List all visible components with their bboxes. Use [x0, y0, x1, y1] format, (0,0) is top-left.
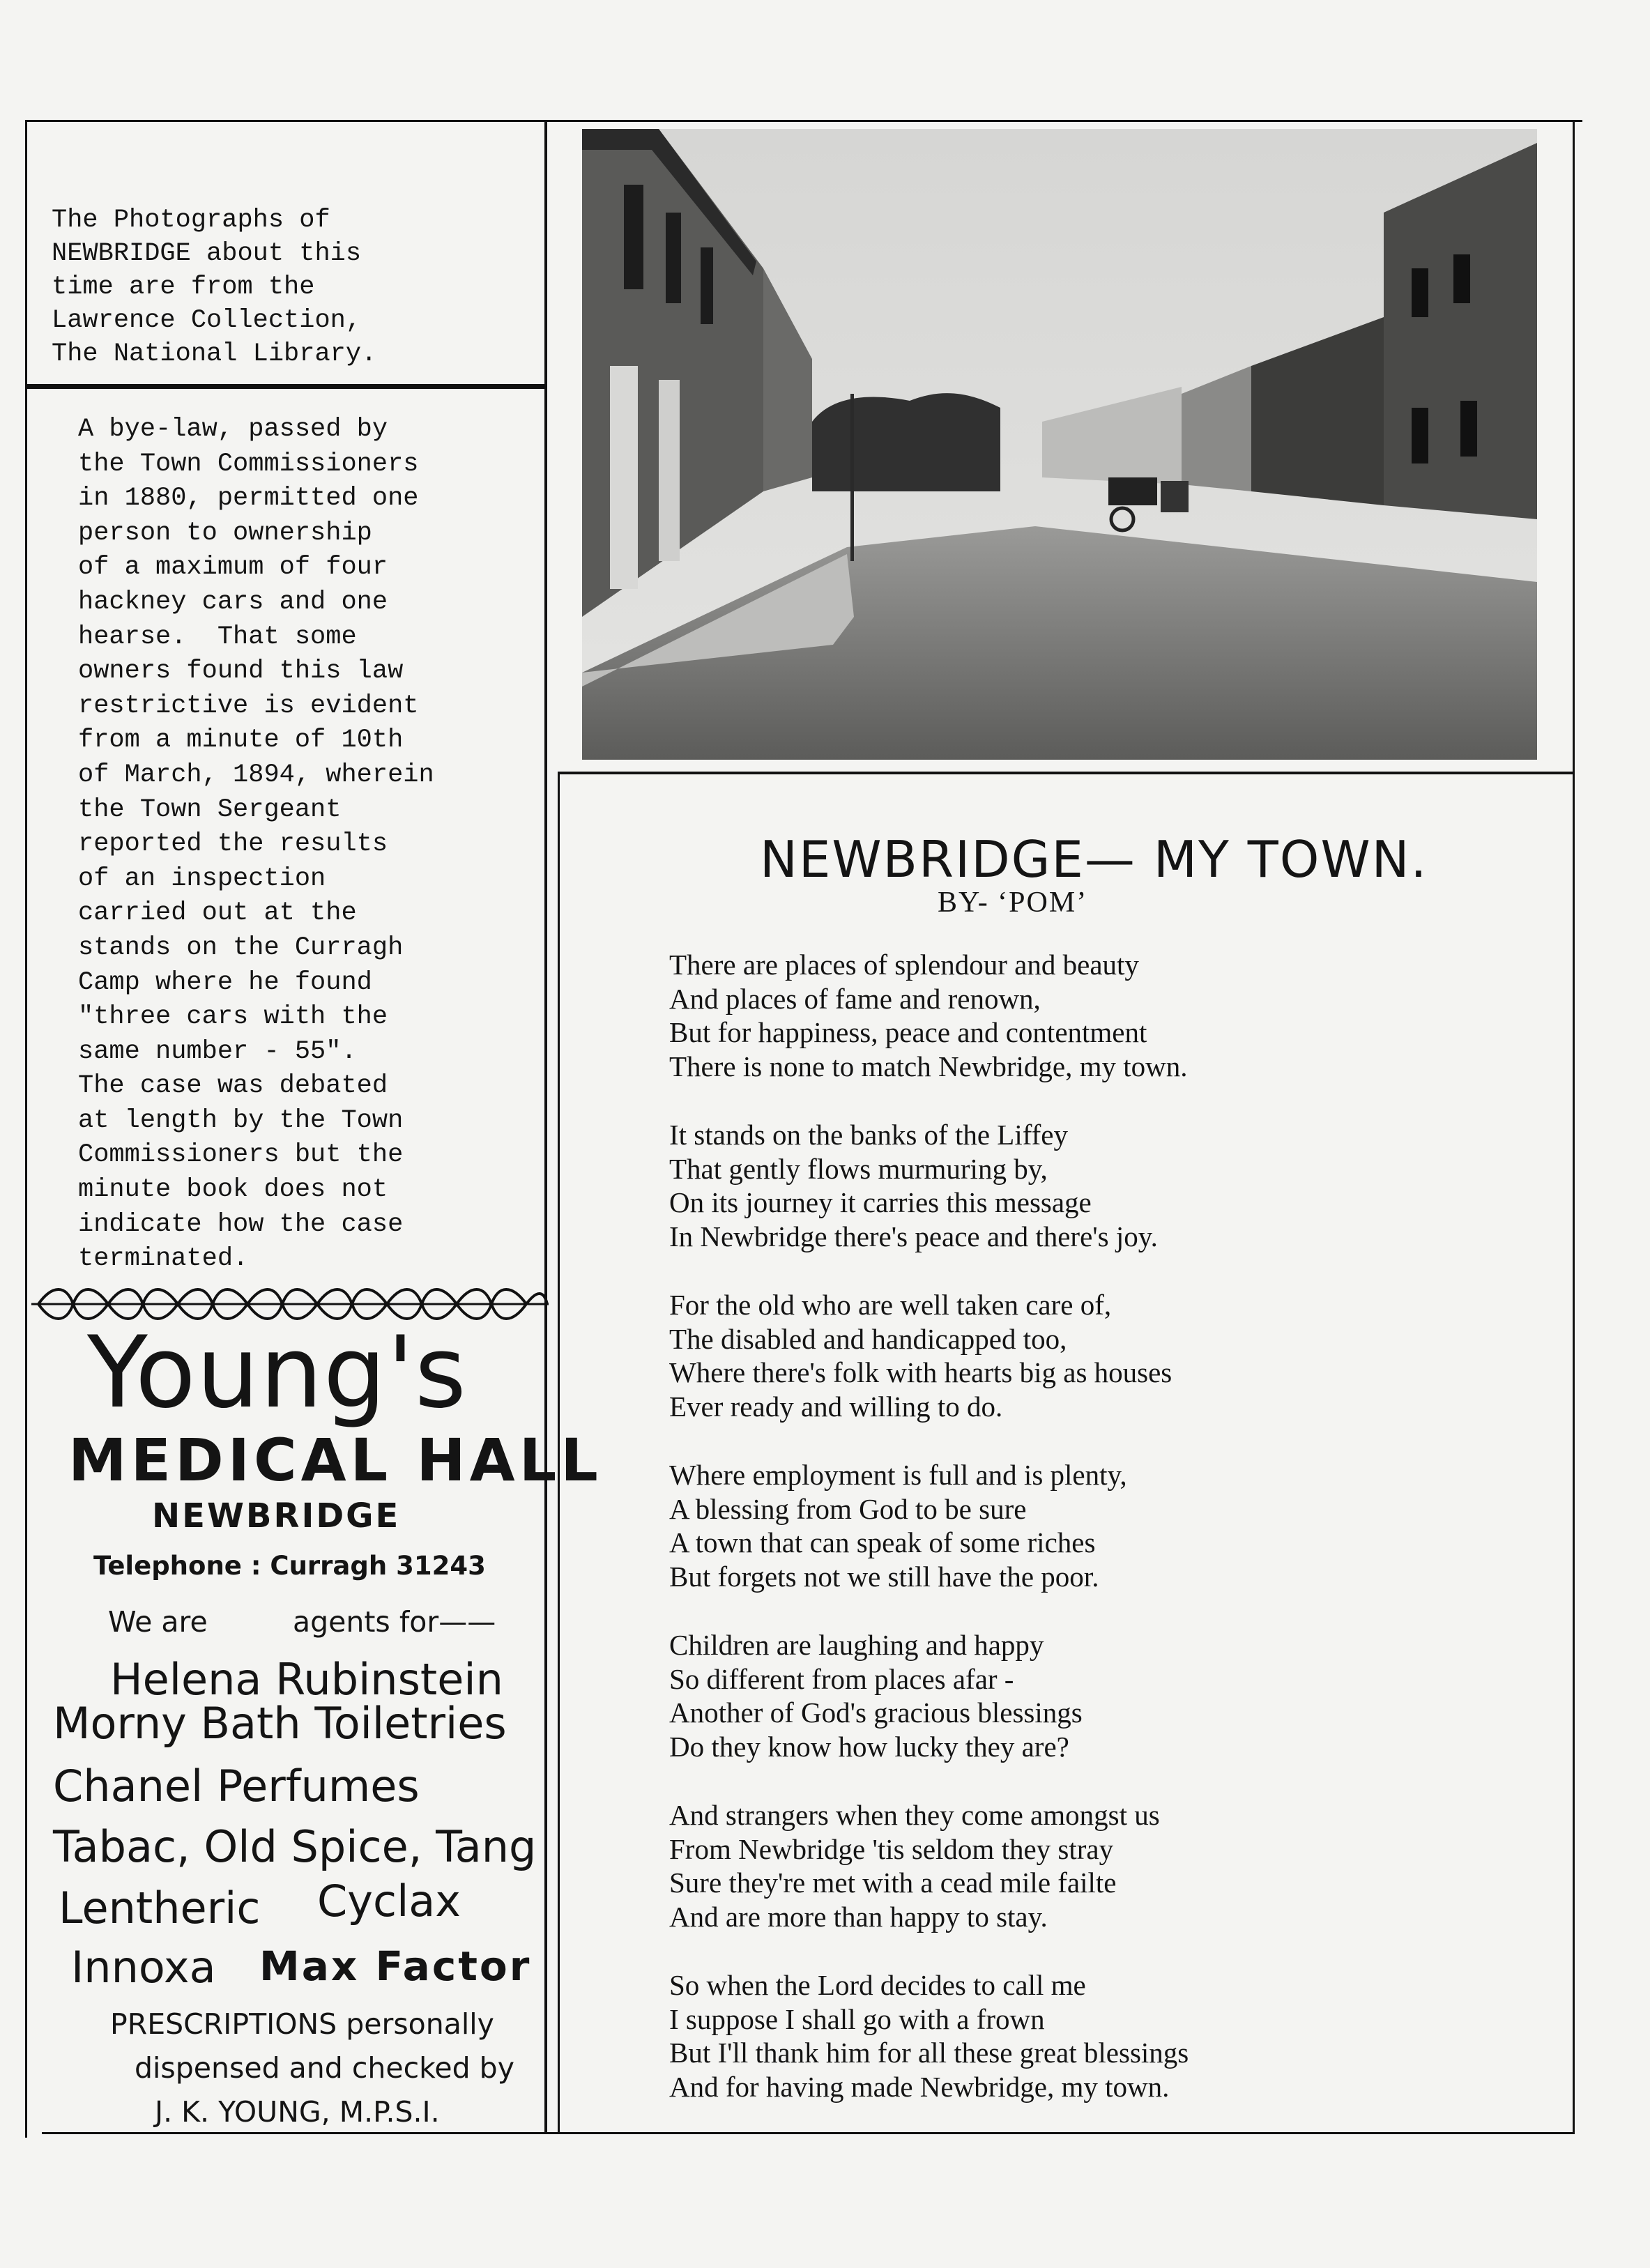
advert-agents-label-2: agents for—— [293, 1605, 496, 1639]
article-line: in 1880, permitted one [78, 484, 419, 514]
photo-bottom-rule [558, 772, 1574, 774]
poem-line: Ever ready and willing to do. [669, 1390, 1003, 1423]
poem-stanza [669, 1118, 1534, 1253]
article-line: of a maximum of four [78, 553, 388, 583]
poem-line: It stands on the banks of the Liffey [669, 1119, 1068, 1151]
article-line: reported the results [78, 829, 388, 859]
poem-line: Children are laughing and happy [669, 1629, 1044, 1661]
article-line: restrictive is evident [78, 691, 419, 721]
article-line: carried out at the [78, 898, 357, 928]
byelaw-article [78, 413, 552, 1277]
article-line: "three cars with the [78, 1002, 388, 1032]
poem-line: So when the Lord decides to call me [669, 1969, 1086, 2001]
poem-line: The disabled and handicapped too, [669, 1322, 1067, 1355]
advert-brand: Tabac, Old Spice, Tang [53, 1821, 537, 1872]
poem-line: There are places of splendour and beauty [669, 949, 1139, 981]
poem-body [669, 948, 1534, 2138]
article-line: the Town Sergeant [78, 795, 342, 825]
frame-right-rule [1573, 120, 1575, 2134]
article-line: terminated. [78, 1244, 249, 1274]
photo-caption [52, 204, 540, 371]
advert-brand: Innoxa [71, 1942, 216, 1993]
poem-stanza [669, 1458, 1534, 1593]
poem-line: Do they know how lucky they are? [669, 1730, 1069, 1763]
article-line: from a minute of 10th [78, 726, 404, 756]
poem-line: And places of fame and renown, [669, 982, 1041, 1015]
poem-stanza [669, 948, 1534, 1083]
advert-brand: Lentheric [59, 1883, 261, 1933]
caption-line: Lawrence Collection, [52, 306, 362, 335]
poem-line: But forgets not we still have the poor. [669, 1560, 1099, 1593]
poem-line: From Newbridge 'tis seldom they stray [669, 1832, 1114, 1865]
advert-prescriptions: PRESCRIPTIONS personally [110, 2007, 494, 2041]
article-line: stands on the Curragh [78, 933, 404, 963]
poem-stanza [669, 1288, 1534, 1423]
advert-town: NEWBRIDGE [152, 1496, 401, 1535]
article-line: person to ownership [78, 518, 372, 548]
poem-line: There is none to match Newbridge, my town. [669, 1050, 1188, 1082]
article-line: minute book does not [78, 1175, 388, 1205]
caption-line: NEWBRIDGE about this [52, 239, 362, 268]
caption-bottom-rule [25, 384, 547, 389]
caption-line: The Photographs of [52, 206, 330, 235]
article-line: hearse. That some [78, 622, 357, 652]
advert-agents-label: We are [108, 1605, 208, 1639]
poem-line: I suppose I shall go with a frown [669, 2002, 1045, 2035]
article-line: A bye-law, passed by [78, 415, 388, 444]
poem-line: And are more than happy to stay. [669, 1900, 1048, 1933]
advert-brand: Max Factor [259, 1943, 532, 1990]
poem-line: In Newbridge there's peace and there's joy. [669, 1220, 1158, 1252]
street-photo-image [582, 129, 1537, 760]
poem-line: For the old who are well taken care of, [669, 1289, 1112, 1321]
frame-left-rule [25, 120, 27, 2138]
poem-stanza [669, 1798, 1534, 1933]
poem-line: A town that can speak of some riches [669, 1526, 1096, 1558]
caption-line: time are from the [52, 273, 315, 302]
poem-line: A blessing from God to be sure [669, 1492, 1027, 1525]
caption-line: The National Library. [52, 339, 377, 369]
article-line: The case was debated [78, 1071, 388, 1101]
poem-line: Where employment is full and is plenty, [669, 1459, 1127, 1491]
advert-brand: Morny Bath Toiletries [53, 1698, 507, 1749]
advert-subtitle: MEDICAL HALL [68, 1426, 602, 1494]
article-line: of March, 1894, wherein [78, 760, 434, 790]
poem-line: But I'll thank him for all these great blessings [669, 2037, 1189, 2069]
poem-line: Another of God's gracious blessings [669, 1696, 1083, 1729]
poem-line: Where there's folk with hearts big as houses [669, 1356, 1172, 1388]
poem-line: But for happiness, peace and contentment [669, 1016, 1147, 1048]
advert-brand: Chanel Perfumes [53, 1761, 420, 1811]
advert-brand: Cyclax [317, 1876, 461, 1926]
poem-stanza [669, 1628, 1534, 1763]
article-line: Commissioners but the [78, 1140, 404, 1170]
poem-line: That gently flows murmuring by, [669, 1152, 1048, 1185]
poem-stanza [669, 1968, 1534, 2104]
advert-telephone: Telephone : Curragh 31243 [93, 1551, 486, 1581]
poem-byline: BY- ‘POM’ [938, 887, 1088, 919]
article-line: the Town Commissioners [78, 449, 419, 479]
article-line: Camp where he found [78, 967, 372, 997]
poem-line: Sure they're met with a cead mile failte [669, 1867, 1117, 1899]
advert-brand: Helena Rubinstein [110, 1654, 503, 1705]
poem-line: So different from places afar - [669, 1662, 1014, 1695]
article-line: owners found this law [78, 657, 404, 687]
advert-shop-name: Young's [87, 1315, 467, 1430]
poem-line: And strangers when they come amongst us [669, 1799, 1160, 1831]
advert-pharmacist: J. K. YOUNG, M.P.S.I. [155, 2095, 440, 2129]
poem-title: NEWBRIDGE— MY TOWN. [760, 830, 1428, 889]
poem-line: On its journey it carries this message [669, 1186, 1092, 1218]
article-line: same number - 55". [78, 1036, 357, 1066]
frame-top-rule [25, 120, 1582, 122]
advert-prescriptions: dispensed and checked by [135, 2051, 514, 2085]
poem-line: And for having made Newbridge, my town. [669, 2070, 1170, 2103]
article-line: of an inspection [78, 864, 326, 894]
article-line: hackney cars and one [78, 587, 388, 617]
article-line: indicate how the case [78, 1209, 404, 1239]
article-line: at length by the Town [78, 1105, 404, 1135]
